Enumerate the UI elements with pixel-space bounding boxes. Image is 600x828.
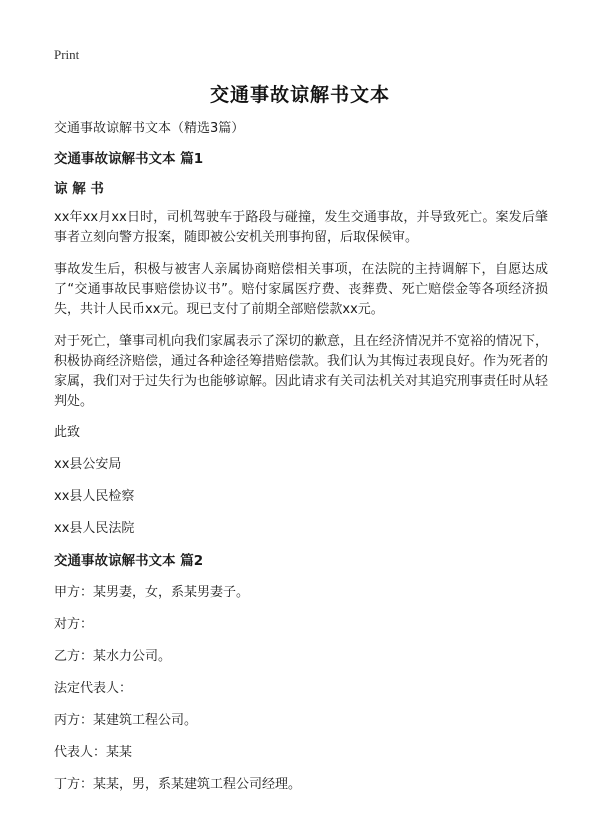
salutation: 此致: [54, 425, 81, 440]
party-line: 对方：: [54, 617, 94, 632]
recipient: xx县公安局: [54, 457, 122, 472]
recipient: xx县人民检察: [54, 489, 135, 504]
party-line: 乙方：某水力公司。: [54, 649, 172, 664]
paragraph: xx年xx月xx日时，司机驾驶车于路段与碰撞，发生交通事故，并导致死亡。案发后肇事者立刻向警方报案，随即被公安机关刑事拘留，后取保候审。: [54, 210, 548, 245]
section-2-heading: 交通事故谅解书文本 篇2: [54, 553, 204, 569]
party-line: 甲方：某男妻，女，系某男妻子。: [54, 585, 250, 600]
party-line: 丙方：某建筑工程公司。: [54, 713, 198, 728]
recipient: xx县人民法院: [54, 521, 135, 536]
page-title: 交通事故谅解书文本: [209, 84, 390, 106]
document-body: [54, 118, 548, 796]
party-line: 丁方：某某，男，系某建筑工程公司经理。: [54, 777, 302, 792]
subtitle: 交通事故谅解书文本（精选3篇）: [54, 121, 245, 136]
section-1-heading: 交通事故谅解书文本 篇1: [54, 151, 204, 167]
paragraph: 事故发生后，积极与被害人亲属协商赔偿相关事项，在法院的主持调解下，自愿达成了“交通事故民事赔偿协议书”。赔付家属医疗费、丧葬费、死亡赔偿金等各项经济损失，共计人民币xx元。现已支付了前期全部赔偿款xx元。: [54, 262, 548, 317]
party-line: 法定代表人：: [54, 681, 133, 696]
print-label: Print: [54, 47, 80, 62]
paragraph: 对于死亡，肇事司机向我们家属表示了深切的歉意，且在经济情况并不宽裕的情况下，积极协商经济赔偿，通过各种途径筹措赔偿款。我们认为其悔过表现良好。作为死者的家属，我们对于过失行为也能够谅解。因此请求有关司法机关对其追究刑事责任时从轻判处。: [54, 334, 549, 409]
party-line: 代表人：某某: [54, 745, 133, 760]
letter-heading: 谅 解 书: [54, 181, 104, 197]
